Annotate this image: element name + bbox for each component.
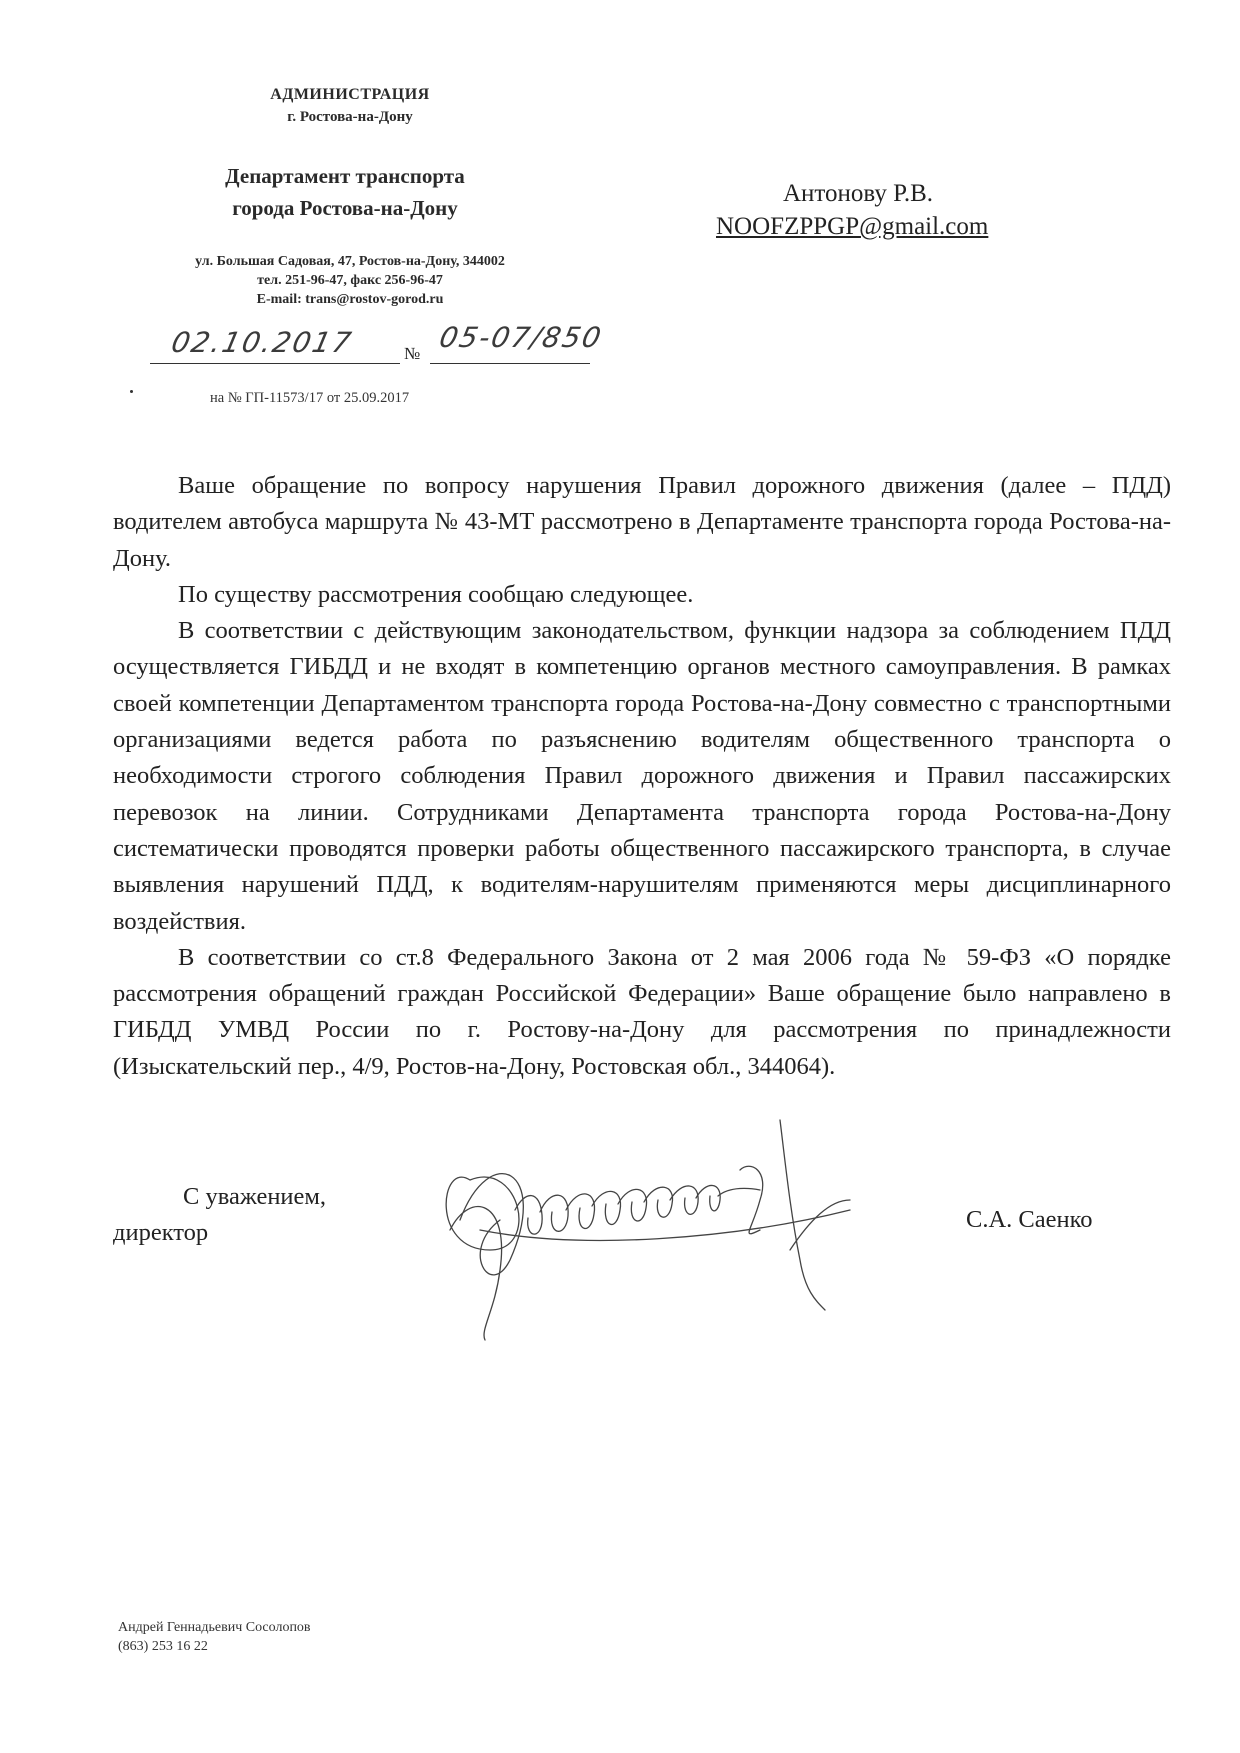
number-sign: № (404, 344, 421, 363)
letterhead-address: ул. Большая Садовая, 47, Ростов-на-Дону, 344002 (195, 254, 505, 269)
closing-position: директор (113, 1219, 209, 1246)
closing-regards: С уважением, (183, 1183, 327, 1210)
department-line-1: Департамент транспорта (225, 164, 465, 188)
letterhead-organization: АДМИНИСТРАЦИЯ (270, 86, 430, 103)
outgoing-date: 02.10.2017 (168, 326, 356, 359)
letterhead-email: E-mail: trans@rostov-gorod.ru (256, 292, 444, 307)
executor-name: Андрей Геннадьевич Сосолопов (118, 1620, 311, 1635)
scan-dot-mark (130, 390, 133, 393)
letterhead-department (170, 160, 520, 224)
handwritten-signature (430, 1100, 970, 1350)
outgoing-number: 05-07/850 (436, 321, 606, 354)
body-paragraph-3: В соответствии с действующим законодательством, функции надзора за соблюдением ПДД осуществляется ГИБДД и не входят в компетенцию органов местного самоуправления. В рамках своей компетенции Департаментом транспорта города Ростова-на-Дону совместно с транспортными организациями ведется работа по разъяснению водителям общественного транспорта о необходимости строгого соблюдения Правил дорожного движения и Правил пассажирских перевозок на линии. Сотрудниками Департамента транспорта города Ростова-на-Дону систематически проводятся проверки работы общественного пассажирского транспорта, в случае выявления нарушений ПДД, к водителям-нарушителям применяются меры дисциплинарного воздействия. (113, 617, 1171, 935)
letterhead-phones: тел. 251-96-47, факс 256-96-47 (257, 273, 443, 288)
body-paragraph-2: По существу рассмотрения сообщаю следующее. (178, 580, 694, 608)
signer-name: С.А. Саенко (966, 1206, 1093, 1233)
letterhead-city: г. Ростова-на-Дону (287, 109, 413, 125)
addressee-email: NOOFZPPGP@gmail.com (716, 213, 989, 240)
body-paragraph-1: Ваше обращение по вопросу нарушения Правил дорожного движения (далее – ПДД) водителем автобуса маршрута № 43-МТ рассмотрено в Департаменте транспорта города Ростова-на-Дону. (113, 472, 1171, 572)
executor-phone: (863) 253 16 22 (118, 1639, 208, 1654)
body-paragraph-4: В соответствии со ст.8 Федерального Закона от 2 мая 2006 года № 59-ФЗ «О порядке рассмотрения обращений граждан Российской Федерации» Ваше обращение было направлено в ГИБДД УМВД России по г. Ростову-на-Дону для рассмотрения по принадлежности (Изыскательский пер., 4/9, Ростов-на-Дону, Ростовская обл., 344064). (113, 943, 1171, 1080)
date-underline (150, 363, 400, 364)
department-line-2: города Ростова-на-Дону (232, 196, 458, 220)
incoming-reference: на № ГП-11573/17 от 25.09.2017 (210, 390, 410, 406)
letterhead-contacts (120, 252, 580, 309)
number-underline (430, 363, 590, 364)
letter-body (113, 468, 1171, 1085)
addressee-name: Антонову Р.В. (783, 180, 934, 207)
